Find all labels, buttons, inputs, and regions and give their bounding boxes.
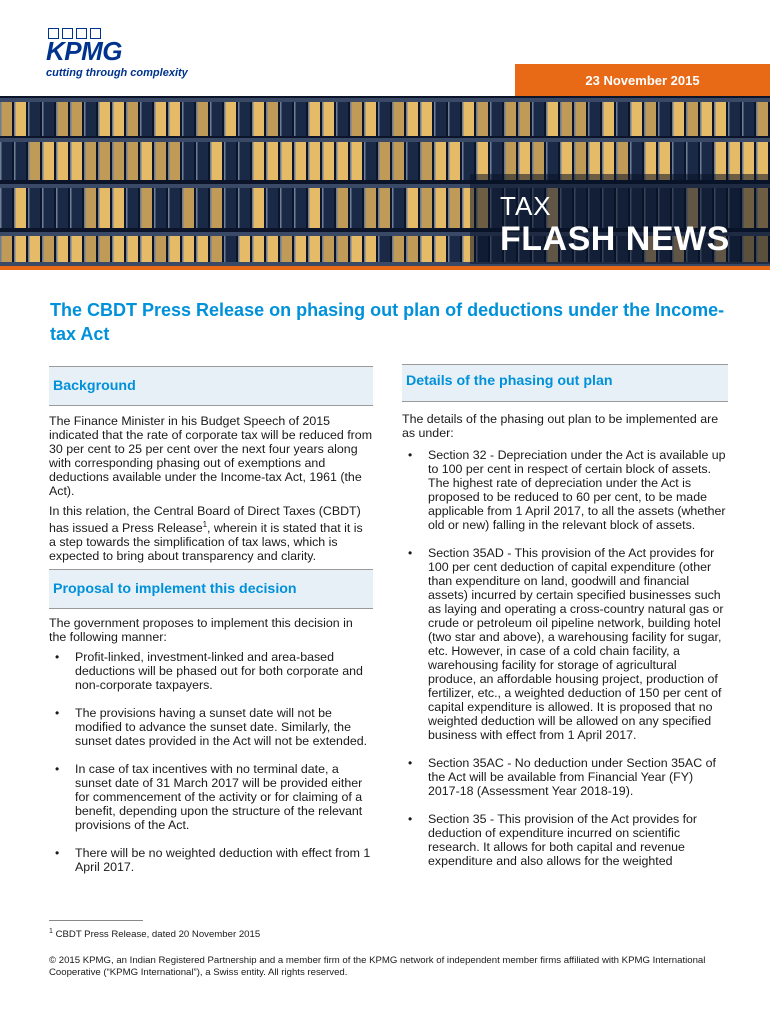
banner-title [500, 192, 730, 258]
logo-boxes-icon [48, 28, 101, 39]
background-paragraph-2: In this relation, the Central Board of Direct Taxes (CBDT) has issued a Press Release$^1$, wherein it is stated that it is a step towards the simplification of tax laws, which is expected to bring about transparency and clarity. [49, 504, 363, 564]
document-title: The CBDT Press Release on phasing out plan of deductions under the Income-tax Act [50, 300, 725, 344]
list-item: • Section 35 - This provision of the Act provides for deduction of expenditure incurred on scientific research. It allows for both capital and revenue expenditure and also allows for the weighted [402, 812, 728, 868]
header-banner-image [0, 96, 770, 266]
background-paragraph-1: The Finance Minister in his Budget Speech of 2015 indicated that the rate of corporate tax will be reduced from 30 per cent to 25 per cent over the next four years along with corresponding phasing out of exemptions and deductions available under the Income-tax Act, 1961 (the Act). [49, 414, 373, 498]
header-divider [0, 266, 770, 270]
list-item: • Profit-linked, investment-linked and area-based deductions will be phased out for both corporate and non-corporate taxpayers. [49, 650, 373, 692]
copyright-footer: © 2015 KPMG, an Indian Registered Partnership and a member firm of the KPMG network of independent member firms affiliated with KPMG International Cooperative (“KPMG International”), a Swiss entity. All rights reserved. [49, 955, 706, 978]
banner-title-line1: TAX [500, 191, 552, 221]
details-intro: The details of the phasing out plan to be implemented are as under: [402, 412, 719, 440]
list-item: • In case of tax incentives with no terminal date, a sunset date of 31 March 2017 will be provided either for commencement of the activity or for claiming of a benefit, depending upon the structure of the relevant provisions of the Act. [49, 762, 373, 832]
right-column [402, 364, 728, 868]
list-item: • Section 35AD - This provision of the Act provides for 100 per cent deduction of capital expenditure (other than expenditure on land, goodwill and financial assets) incurred by certain specified businesses such as laying and operating a cross-country natural gas or crude or petroleum oil pipeline network, building hotel (two star and above), a warehousing facility for sugar, etc. However, in case of a cold chain facility, a warehousing facility for storage of agricultural produce, an affordable housing project, production of fertilizer, etc., a weighted deduction of 150 per cent of capital expenditure is allowed. It is proposed that no weighted deduction will be allowed on any specified business with effect from 1 April 2017. [402, 546, 728, 742]
proposal-heading: Proposal to implement this decision [49, 569, 373, 609]
details-heading: Details of the phasing out plan [402, 364, 728, 402]
logo-tagline: cutting through complexity [46, 67, 188, 79]
proposal-intro: The government proposes to implement this decision in the following manner: [49, 616, 353, 645]
date-badge: 23 November 2015 [515, 64, 770, 96]
left-column [49, 364, 373, 874]
list-item: • There will be no weighted deduction with effect from 1 April 2017. [49, 846, 373, 874]
footnote-reference: 1 [202, 520, 208, 529]
list-item: • Section 35AC - No deduction under Section 35AC of the Act will be available from Financial Year (FY) 2017-18 (Assessment Year 2018-19). [402, 756, 728, 798]
banner-title-line2: FLASH NEWS [500, 220, 730, 258]
logo-wordmark: KPMG [46, 36, 122, 66]
kpmg-logo [46, 38, 188, 79]
proposal-list [49, 650, 373, 874]
footnote-divider [49, 920, 143, 921]
list-item: • The provisions having a sunset date will not be modified to advance the sunset date. Similarly, the sunset dates provided in the Act will not be extended. [49, 706, 373, 748]
footnote: $^1$ CBDT Press Release, dated 20 November 2015 [49, 928, 261, 941]
list-item: • Section 32 - Depreciation under the Act is available up to 100 per cent in respect of certain block of assets. The highest rate of depreciation under the Act is proposed to be reduced to 60 per cent, to be made applicable from 1 April 2017, to all the assets (whether old or new) falling in the relevant block of assets. [402, 448, 728, 532]
details-list [402, 448, 728, 868]
background-heading: Background [49, 366, 373, 406]
